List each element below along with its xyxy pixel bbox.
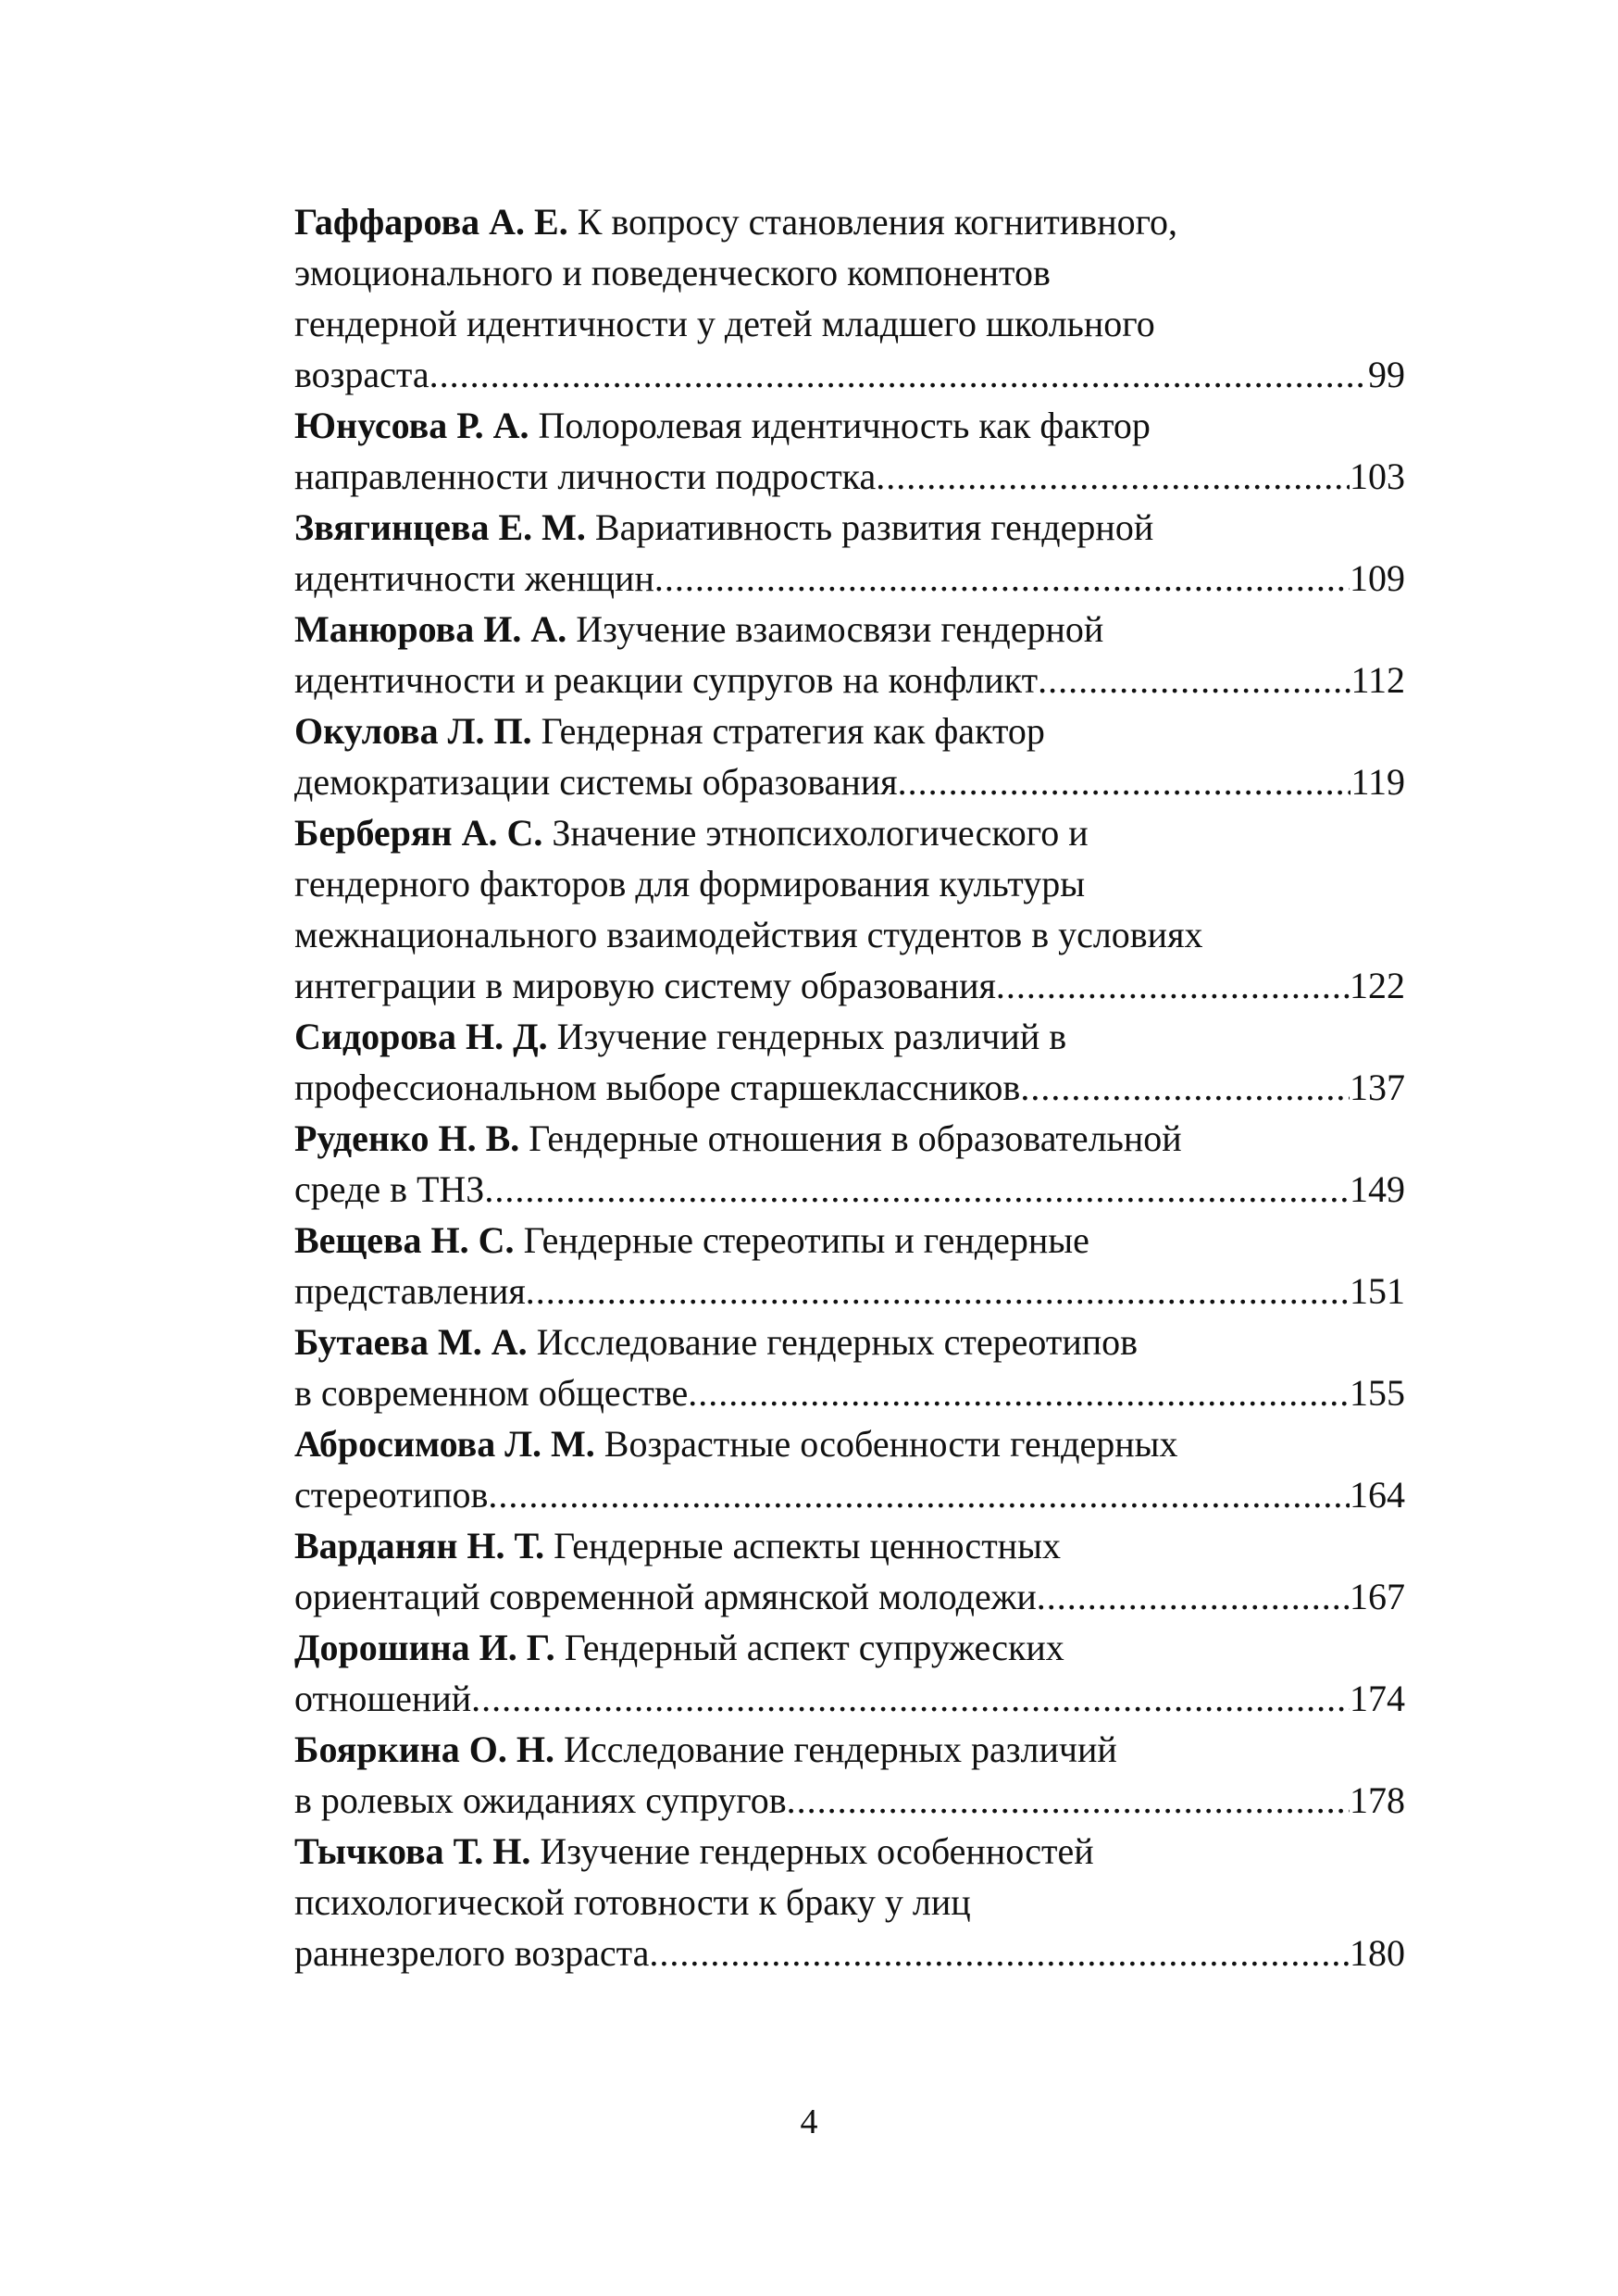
toc-page-number: 155 xyxy=(1350,1372,1405,1414)
toc-title-text: Исследование гендерных стереотипов xyxy=(536,1321,1139,1363)
toc-page-number: 167 xyxy=(1350,1576,1405,1617)
toc-title-text: Значение этнопсихологического и xyxy=(552,812,1089,854)
toc-entry-line xyxy=(294,1266,1405,1316)
toc-title-text: Гендерная стратегия как фактор xyxy=(541,710,1045,752)
toc-entry-line xyxy=(294,1673,1405,1724)
toc-entry-line xyxy=(294,655,1405,705)
toc-page-number: 103 xyxy=(1350,455,1405,497)
toc-title-text: раннезрелого возраста xyxy=(294,1932,650,1974)
toc-leader-dots xyxy=(876,451,1350,502)
toc-entry-line xyxy=(294,1622,1405,1673)
toc-page-number: 174 xyxy=(1350,1678,1405,1719)
toc-author: Руденко Н. В. xyxy=(294,1117,520,1159)
toc-leader-dots xyxy=(429,349,1368,400)
toc-author: Сидорова Н. Д. xyxy=(294,1016,548,1057)
toc-title-text: Гендерные стереотипы и гендерные xyxy=(523,1219,1089,1261)
toc-entry-line xyxy=(294,1826,1405,1877)
toc-title-text: среде в ТНЗ xyxy=(294,1168,485,1210)
toc-title-text: направленности личности подростка xyxy=(294,455,877,497)
toc-title-text: Гендерные отношения в образовательной xyxy=(529,1117,1182,1159)
toc-page-number: 180 xyxy=(1350,1932,1405,1974)
toc-title-text: отношений xyxy=(294,1678,472,1719)
toc-title-text: в современном обществе xyxy=(294,1372,689,1414)
page-number: 4 xyxy=(800,2103,818,2141)
toc-page-number: 122 xyxy=(1350,965,1405,1006)
toc-entry-line xyxy=(294,960,1405,1011)
toc-entry-line xyxy=(294,1367,1405,1418)
toc-entry-line xyxy=(294,553,1405,604)
toc-leader-dots xyxy=(1037,1571,1350,1622)
toc-entry-line xyxy=(294,705,1405,756)
toc-title-text: стереотипов xyxy=(294,1474,489,1516)
toc-entry-line xyxy=(294,1775,1405,1826)
toc-author: Бояркина О. Н. xyxy=(294,1728,554,1770)
toc-title-text: возраста xyxy=(294,354,429,395)
toc-entry-line xyxy=(294,1418,1405,1469)
toc-entry-line xyxy=(294,502,1405,553)
toc-leader-dots xyxy=(654,553,1350,604)
toc-entry-line xyxy=(294,349,1405,400)
toc-title-text: профессиональном выборе старшеклассников xyxy=(294,1067,1021,1108)
toc-title-text: в ролевых ожиданиях супругов xyxy=(294,1779,787,1821)
toc-leader-dots xyxy=(1038,655,1350,705)
table-of-contents xyxy=(294,196,1405,1978)
toc-author: Берберян А. С. xyxy=(294,812,543,854)
toc-leader-dots xyxy=(1020,1062,1350,1113)
toc-title-text: идентичности женщин xyxy=(294,557,654,599)
toc-title-text: Гендерный аспект супружеских xyxy=(564,1627,1064,1668)
toc-leader-dots xyxy=(471,1673,1350,1724)
toc-page-number: 137 xyxy=(1350,1067,1405,1108)
toc-title-text: ориентаций современной армянской молодежи xyxy=(294,1576,1037,1617)
toc-entry-line xyxy=(294,909,1405,960)
toc-author: Бутаева М. А. xyxy=(294,1321,528,1363)
toc-entry-line xyxy=(294,1571,1405,1622)
toc-author: Манюрова И. А. xyxy=(294,608,567,650)
toc-author: Вещева Н. С. xyxy=(294,1219,515,1261)
toc-author: Юнусова Р. А. xyxy=(294,405,529,446)
toc-title-text: представления xyxy=(294,1270,526,1312)
toc-page-number: 99 xyxy=(1368,354,1405,395)
toc-title-text: эмоционального и поведенческого компонентов xyxy=(294,252,1051,293)
toc-entry-line xyxy=(294,1928,1405,1978)
toc-entry-line xyxy=(294,247,1405,298)
toc-entry-line xyxy=(294,1316,1405,1367)
toc-author: Окулова Л. П. xyxy=(294,710,532,752)
toc-entry-line xyxy=(294,1877,1405,1928)
toc-title-text: гендерного факторов для формирования культуры xyxy=(294,863,1086,905)
toc-title-text: К вопросу становления когнитивного, xyxy=(577,201,1178,243)
toc-author: Абросимова Л. М. xyxy=(294,1423,595,1465)
toc-page-number: 112 xyxy=(1350,659,1405,701)
toc-leader-dots xyxy=(526,1266,1350,1316)
toc-entry-line xyxy=(294,1520,1405,1571)
toc-author: Гаффарова А. Е. xyxy=(294,201,568,243)
toc-title-text: Исследование гендерных различий xyxy=(563,1728,1117,1770)
toc-author: Дорошина И. Г. xyxy=(294,1627,555,1668)
toc-author: Тычкова Т. Н. xyxy=(294,1830,531,1872)
toc-entry-line xyxy=(294,807,1405,858)
toc-author: Звягинцева Е. М. xyxy=(294,506,586,548)
toc-title-text: психологической готовности к браку у лиц xyxy=(294,1881,971,1923)
toc-entry-line xyxy=(294,196,1405,247)
toc-leader-dots xyxy=(688,1367,1350,1418)
toc-entry-line xyxy=(294,451,1405,502)
toc-entry-line xyxy=(294,400,1405,451)
toc-title-text: Возрастные особенности гендерных xyxy=(604,1423,1178,1465)
toc-title-text: Изучение гендерных различий в xyxy=(556,1016,1067,1057)
toc-entry-line xyxy=(294,1164,1405,1215)
toc-page-number: 119 xyxy=(1350,761,1405,803)
toc-author: Варданян Н. Т. xyxy=(294,1525,545,1566)
toc-title-text: гендерной идентичности у детей младшего школьного xyxy=(294,303,1155,344)
toc-leader-dots xyxy=(649,1928,1350,1978)
toc-title-text: идентичности и реакции супругов на конфликт xyxy=(294,659,1039,701)
toc-entry-line xyxy=(294,1113,1405,1164)
toc-page-number: 178 xyxy=(1350,1779,1405,1821)
toc-title-text: Вариативность развития гендерной xyxy=(594,506,1154,548)
toc-leader-dots xyxy=(484,1164,1350,1215)
toc-entry-line xyxy=(294,1011,1405,1062)
toc-title-text: межнационального взаимодействия студентов в условиях xyxy=(294,914,1203,955)
toc-entry-line xyxy=(294,756,1405,807)
toc-page-number: 151 xyxy=(1350,1270,1405,1312)
toc-entry-line xyxy=(294,1724,1405,1775)
toc-entry-line xyxy=(294,298,1405,349)
toc-page-number: 164 xyxy=(1350,1474,1405,1516)
toc-page-number: 149 xyxy=(1350,1168,1405,1210)
toc-leader-dots xyxy=(898,756,1351,807)
toc-entry-line xyxy=(294,1215,1405,1266)
toc-leader-dots xyxy=(787,1775,1350,1826)
toc-title-text: Гендерные аспекты ценностных xyxy=(554,1525,1061,1566)
toc-title-text: Полоролевая идентичность как фактор xyxy=(538,405,1151,446)
toc-entry-line xyxy=(294,604,1405,655)
toc-leader-dots xyxy=(996,960,1350,1011)
toc-title-text: Изучение взаимосвязи гендерной xyxy=(576,608,1104,650)
toc-entry-line xyxy=(294,1062,1405,1113)
toc-title-text: интеграции в мировую систему образования xyxy=(294,965,996,1006)
toc-leader-dots xyxy=(488,1469,1350,1520)
toc-title-text: Изучение гендерных особенностей xyxy=(540,1830,1094,1872)
toc-page-number: 109 xyxy=(1350,557,1405,599)
toc-entry-line xyxy=(294,858,1405,909)
toc-title-text: демократизации системы образования xyxy=(294,761,898,803)
toc-entry-line xyxy=(294,1469,1405,1520)
